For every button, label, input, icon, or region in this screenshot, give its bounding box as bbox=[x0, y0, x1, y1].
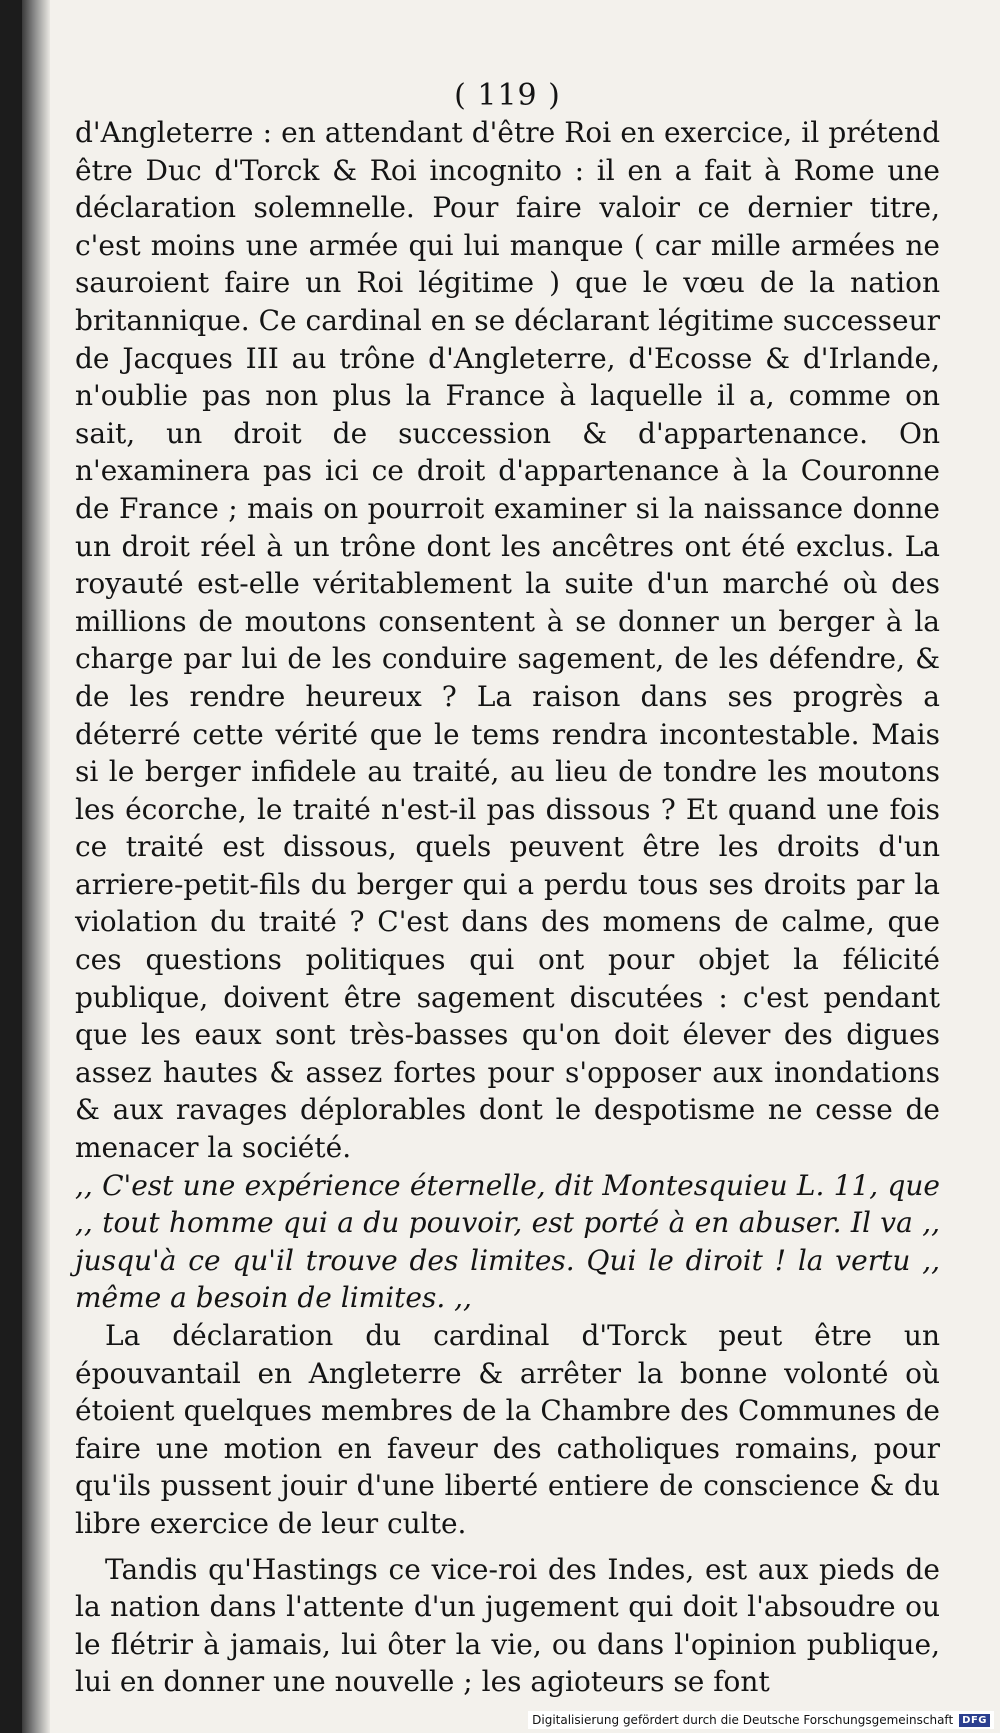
book-page bbox=[22, 0, 1000, 1733]
paragraph-1: d'Angleterre : en attendant d'être Roi en exercice, il prétend être Duc d'Torck & Roi incognito : il en a fait à Rome une déclaration solemnelle. Pour faire valoir ce dernier titre, c'est moins une armée qui lui manque ( car mille armées ne sauroient faire un Roi légitime ) que le vœu de la nation britannique. Ce cardinal en se déclarant légitime successeur de Jacques III au trône d'Angleterre, d'Ecosse & d'Irlande, n'oublie pas non plus la France à laquelle il a, comme on sait, un droit de succession & d'appartenance. On n'examinera pas ici ce droit d'appartenance à la Couronne de France ; mais on pourroit examiner si la naissance donne un droit réel à un trône dont les ancêtres ont été exclus. La royauté est-elle véritablement la suite d'un marché où des millions de moutons consentent à se donner un berger à la charge par lui de les conduire sagement, de les défendre, & de les rendre heureux ? La raison dans ses progrès a déterré cette vérité que le tems rendra incontestable. Mais si le berger infidele au traité, au lieu de tondre les moutons les écorche, le traité n'est-il pas dissous ? Et quand une fois ce traité est dissous, quels peuvent être les droits d'un arriere-petit-fils du berger qui a perdu tous ses droits par la violation du traité ? C'est dans des momens de calme, que ces questions politiques qui ont pour objet la félicité publique, doivent être sagement discutées : c'est pendant que les eaux sont très-basses qu'on doit élever des digues assez hautes & assez fortes pour s'opposer aux inondations & aux ravages déplorables dont le despotisme ne cesse de menacer la société. bbox=[75, 116, 940, 1165]
binding-shadow bbox=[22, 0, 50, 1733]
credit-text: Digitalisierung gefördert durch die Deutsche Forschungsgemeinschaft bbox=[532, 1713, 954, 1727]
paragraph-3: Tandis qu'Hastings ce vice-roi des Indes, est aux pieds de la nation dans l'attente d'un jugement qui doit l'absoudre ou le flétrir à jamais, lui ôter la vie, ou dans l'opinion publique, lui en donner une nouvelle ; les agioteurs se font bbox=[75, 1552, 940, 1699]
digitization-credit bbox=[528, 1711, 994, 1729]
page-text bbox=[75, 78, 940, 1701]
quote-montesquieu: ,, C'est une expérience éternelle, dit Montesquieu L. 11, que ,, tout homme qui a du pouvoir, est porté à en abuser. Il va ,, jusqu'à ce qu'il trouve des limites. Qui le diroit ! la vertu ,, même a besoin de limites. ,, bbox=[75, 1168, 940, 1315]
dfg-logo-icon: DFG bbox=[959, 1714, 990, 1727]
page-number: ( 119 ) bbox=[454, 78, 561, 113]
paragraph-2: La déclaration du cardinal d'Torck peut être un épouvantail en Angleterre & arrêter la bonne volonté où étoient quelques membres de la Chambre des Communes de faire une motion en faveur des catholiques romains, pour qu'ils pussent jouir d'une liberté entiere de conscience & du libre exercice de leur culte. bbox=[75, 1319, 940, 1540]
